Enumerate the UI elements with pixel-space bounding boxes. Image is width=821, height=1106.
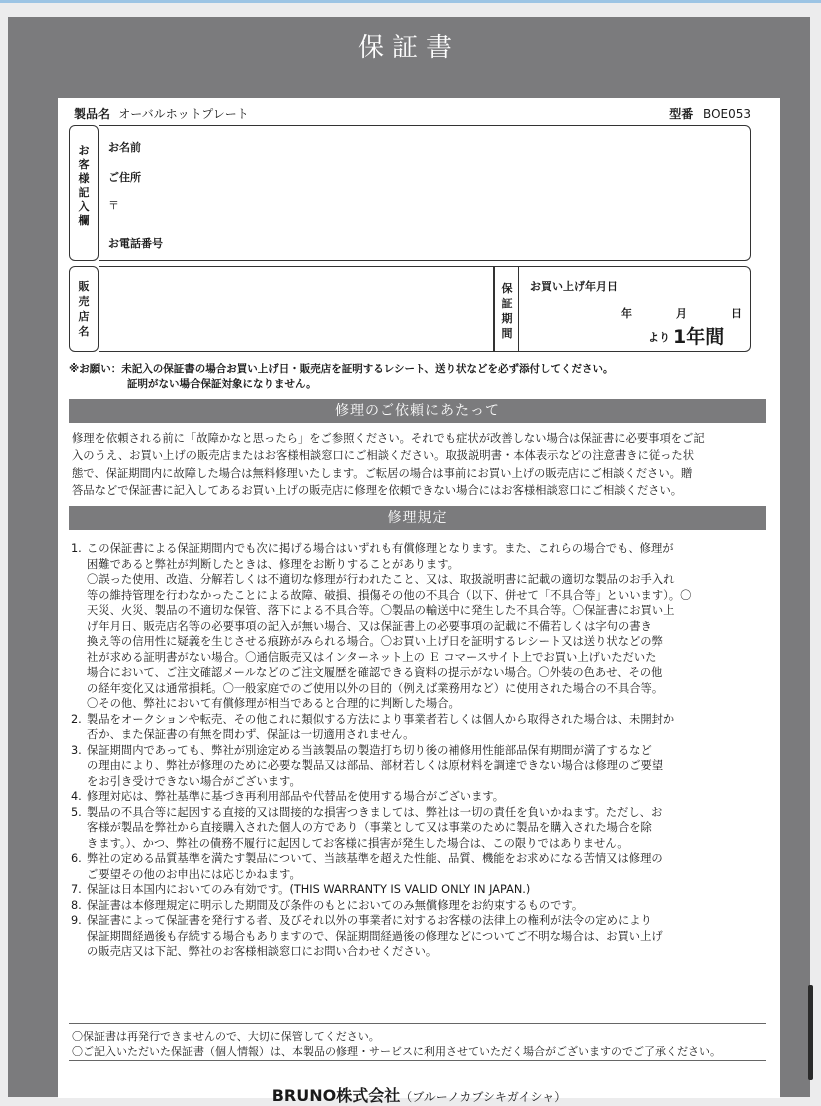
address-label: ご住所	[108, 171, 141, 184]
request-note	[69, 362, 614, 392]
purchase-date-label: お買い上げ年月日	[530, 280, 618, 293]
list-item: 1. この保証書による保証期間内でも次に掲げる場合はいずれも有償修理となります。また、これらの場合でも、修理が 困難であると弊社が判断したときは、修理をお断りすることがあります。 〇誤った使用、改造、分解若しくは不適切な修理が行われたこと、又は、取扱説明書に記載の適切な製品のお手入れ 等の維持管理を行わなかったことによる故障、破損、損傷その他の不具合（以下、併せて「不具合等」といいます）。〇 天災、火災、製品の不適切な保管、落下による不具合等。〇製品の輸送中に発生した不具合等。〇保証書にお買い上 げ年月日、販売店名等の必要事項の記入が無い場合、又は保証書上の必要事項の記載に不備若しくは字句の書き 換え等の信用性に疑義を生じさせる痕跡がみられる場合。〇お買い上げ日を証明するレシート又は送り状などの弊 社が求める証明書がない場合。〇通信販売又はインターネット上の Ｅ コマースサイト上でお買い上げいただいた 場合において、ご注文確認メールなどのご注文履歴を確認できる資料の提示がない場合。〇外装の色あせ、その他 の経年変化又は通常損耗。〇一般家庭でのご使用以外の目的（例えば業務用など）に使用された場合の不具合等。 〇その他、弊社において有償修理が相当であると合理的に判断した場合。	[71, 542, 692, 710]
list-item: 4. 修理対応は、弊社基準に基づき再利用部品や代替品を使用する場合がございます。	[71, 790, 505, 803]
customer-vertical-label: お 客 様 記 入 欄	[78, 144, 90, 227]
from-label: より	[648, 331, 670, 344]
store-vertical-label: 販 売 店 名	[78, 280, 90, 338]
request-note-line2: 証明がない場合保証対象になりません。	[127, 378, 317, 390]
company-footer	[58, 1083, 780, 1106]
note-reissue: 〇保証書は再発行できませんので、大切に保管してください。	[72, 1030, 380, 1043]
warranty-vertical-label: 保 証 期 間	[501, 282, 513, 340]
repair-request-text: 修理を依頼される前に「故障かなと思ったら」をご参照ください。それでも症状が改善しない場合は保証書に必要事項をご記 入のうえ、お買い上げの販売店またはお客様相談窓口にご相談ください。取扱説明書・本体表示などの注意書きに従った状 態で、保証期間内に故障した場合は無料修理いたします。ご転居の場合は事前にお買い上げの販売店にご相談ください。贈 答品などで保証書に記入してあるお買い上げの販売店に修理を依頼できない場合にはお客様相談窓口にご相談ください。	[72, 432, 705, 498]
top-accent-bar	[0, 0, 821, 3]
list-item: 2. 製品をオークションや転売、その他これに類似する方法により事業者若しくは個人から取得された場合は、未開封か 否か、また保証書の有無を問わず、保証は一切適用されません。	[71, 712, 675, 741]
warranty-period: 1年間	[673, 326, 725, 348]
list-item: 5. 製品の不具合等に起因する直接的又は間接的な損害つきましては、弊社は一切の責任を負いかねます。ただし、お 客様が製品を弊社から直接購入された個人の方であり（事業として又は事業のために製品を購入された場合を除 きます。）、かつ、弊社の債務不履行に起因してお客様に損害が発生した場合は、この限りではありません。	[71, 805, 663, 850]
postal-mark: 〒	[108, 199, 119, 212]
request-note-line1: 未記入の保証書の場合お買い上げ日・販売店を証明するレシート、送り状などを必ず添付してください。	[121, 363, 614, 375]
product-row	[74, 105, 249, 122]
page-title: 保証書	[357, 33, 460, 63]
company-reading: （ブルーノカブシキガイシャ）	[400, 1090, 567, 1104]
name-label: お名前	[108, 141, 141, 154]
product-name: オーバルホットプレート	[118, 107, 249, 121]
request-note-prefix: ※お願い：	[69, 363, 122, 375]
section-heading-repair-request: 修理のご依頼にあたって	[69, 399, 766, 423]
company-name: BRUNO株式会社	[271, 1086, 401, 1105]
list-item: 6. 弊社の定める品質基準を満たす製品について、当該基準を超えた性能、品質、機能をお求めになる苦情又は修理の ご要望その他のお申出には応じかねます。	[71, 852, 663, 881]
day-unit: 日	[731, 307, 742, 320]
notes	[72, 1029, 721, 1059]
list-item: 3. 保証期間内であっても、弊社が別途定める当該製品の製造打ち切り後の補修用性能部品保有期間が満了するなど の理由により、弊社が修理のために必要な製品又は部品、部材若しくは原材料を調達できない場合は修理のご要望 をお引き受けできない場合がございます。	[71, 743, 664, 788]
scrollbar-thumb[interactable]	[808, 985, 813, 1080]
model-number: BOE053	[703, 107, 751, 121]
list-item: 8. 保証書は本修理規定に明示した期間及び条件のもとにおいてのみ無償修理をお約束するものです。	[71, 898, 584, 912]
product-label: 製品名	[74, 107, 111, 121]
phone-label: お電話番号	[108, 237, 163, 250]
model-row	[669, 105, 751, 122]
divider	[69, 1060, 766, 1061]
divider	[69, 1023, 766, 1024]
warranty-card	[8, 17, 810, 1105]
repair-rules-list	[71, 541, 754, 960]
warranty-sheet	[58, 98, 780, 1105]
list-item: 7. 保証は日本国内においてのみ有効です。(THIS WARRANTY IS VALID ONLY IN JAPAN.)	[71, 883, 531, 896]
list-item: 9. 保証書によって保証書を発行する者、及びそれ以外の事業者に対するお客様の法律上の権利が法令の定めにより 保証期間経過後も存続する場合もありますので、保証期間経過後の修理などについてご不明な場合は、お買い上げ の販売店又は下記、弊社のお客様相談窓口にお問い合わせください。	[71, 914, 663, 958]
customer-entry-box	[99, 125, 751, 261]
year-unit: 年	[621, 307, 632, 320]
model-label: 型番	[669, 107, 694, 121]
month-unit: 月	[676, 307, 687, 320]
section-heading-repair-rules: 修理規定	[69, 506, 766, 530]
note-privacy: 〇ご記入いただいた保証書（個人情報）は、本製品の修理・サービスに利用させていただく場合がございますのでご了承ください。	[72, 1045, 721, 1058]
store-entry-box	[99, 266, 494, 352]
